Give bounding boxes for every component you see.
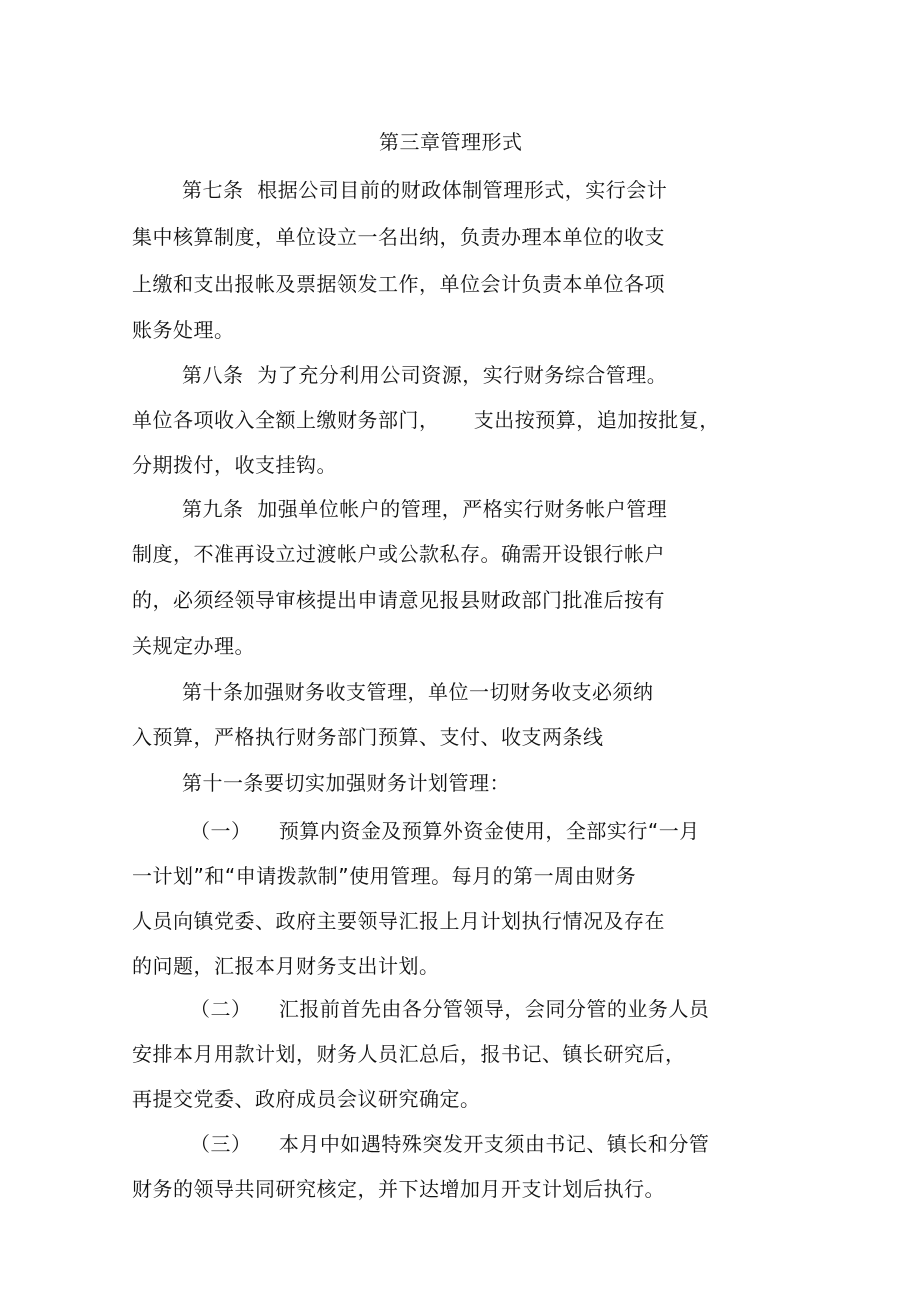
text-line: 第十条加强财务收支管理，单位一切财务收支必须纳 [182, 680, 654, 704]
text-line: 账务处理。 [132, 318, 235, 342]
text-line: 第七条 根据公司目前的财政体制管理形式，实行会计 [182, 178, 668, 202]
text-line: 第九条 加强单位帐户的管理，严格实行财务帐户管理 [182, 497, 668, 521]
text-line: （二） 汇报前首先由各分管领导，会同分管的业务人员 [190, 997, 710, 1021]
text-line: 分期拨付，收支挂钩。 [132, 453, 337, 477]
text-line: 上缴和支出报帐及票据领发工作，单位会计负责本单位各项 [132, 272, 665, 296]
text-line: 再提交党委、政府成员会议研究确定。 [132, 1087, 481, 1111]
text-line: 一计划”和“申请拨款制”使用管理。每月的第一周由财务 [132, 864, 637, 888]
text-line: 入预算，严格执行财务部门预算、支付、收支两条线 [132, 725, 604, 749]
text-line: 第八条 为了充分利用公司资源，实行财务综合管理。 [182, 363, 668, 387]
text-line: 单位各项收入全额上缴财务部门， 支出按预算，追加按批复， [132, 408, 720, 432]
text-line: 第十一条要切实加强财务计划管理： [182, 771, 510, 795]
text-line: 集中核算制度，单位设立一名出纳，负责办理本单位的收支 [132, 225, 665, 249]
text-line: 关规定办理。 [132, 634, 255, 658]
text-line: 的问题，汇报本月财务支出计划。 [132, 954, 440, 978]
text-line: 财务的领导共同研究核定，并下达增加月开支计划后执行。 [132, 1177, 665, 1201]
text-line: （三） 本月中如遇特殊突发开支须由书记、镇长和分管 [190, 1132, 710, 1156]
chapter-title: 第三章管理形式 [379, 130, 523, 154]
text-line: （一） 预算内资金及预算外资金使用，全部实行“一月 [190, 819, 700, 843]
text-line: 的，必须经领导审核提出申请意见报县财政部门批准后按有 [132, 588, 665, 612]
text-line: 人员向镇党委、政府主要领导汇报上月计划执行情况及存在 [132, 909, 665, 933]
text-line: 制度，不准再设立过渡帐户或公款私存。确需开设银行帐户 [132, 542, 665, 566]
text-line: 安排本月用款计划，财务人员汇总后，报书记、镇长研究后， [132, 1042, 686, 1066]
